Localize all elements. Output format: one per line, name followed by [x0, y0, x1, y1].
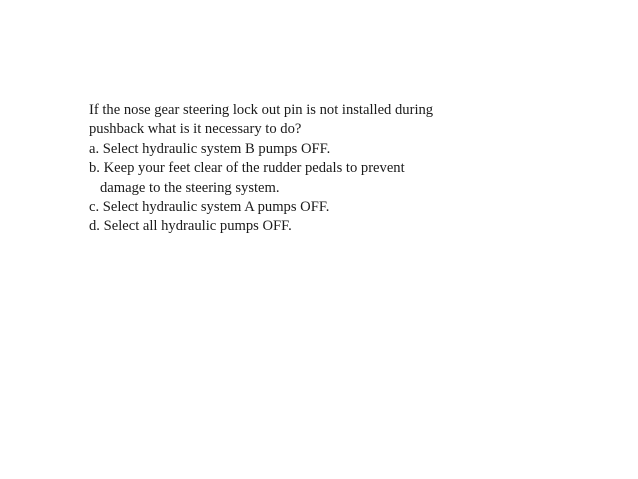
question-text-line-2: pushback what is it necessary to do?	[89, 121, 302, 138]
option-b-line-2: damage to the steering system.	[100, 179, 280, 196]
option-b-line-1: b. Keep your feet clear of the rudder pedals to prevent	[89, 160, 405, 177]
question-block	[89, 101, 509, 237]
option-a: a. Select hydraulic system B pumps OFF.	[89, 140, 331, 157]
question-text-line-1: If the nose gear steering lock out pin is not installed during	[89, 102, 434, 118]
option-c: c. Select hydraulic system A pumps OFF.	[89, 199, 330, 216]
option-d: d. Select all hydraulic pumps OFF.	[89, 218, 292, 235]
